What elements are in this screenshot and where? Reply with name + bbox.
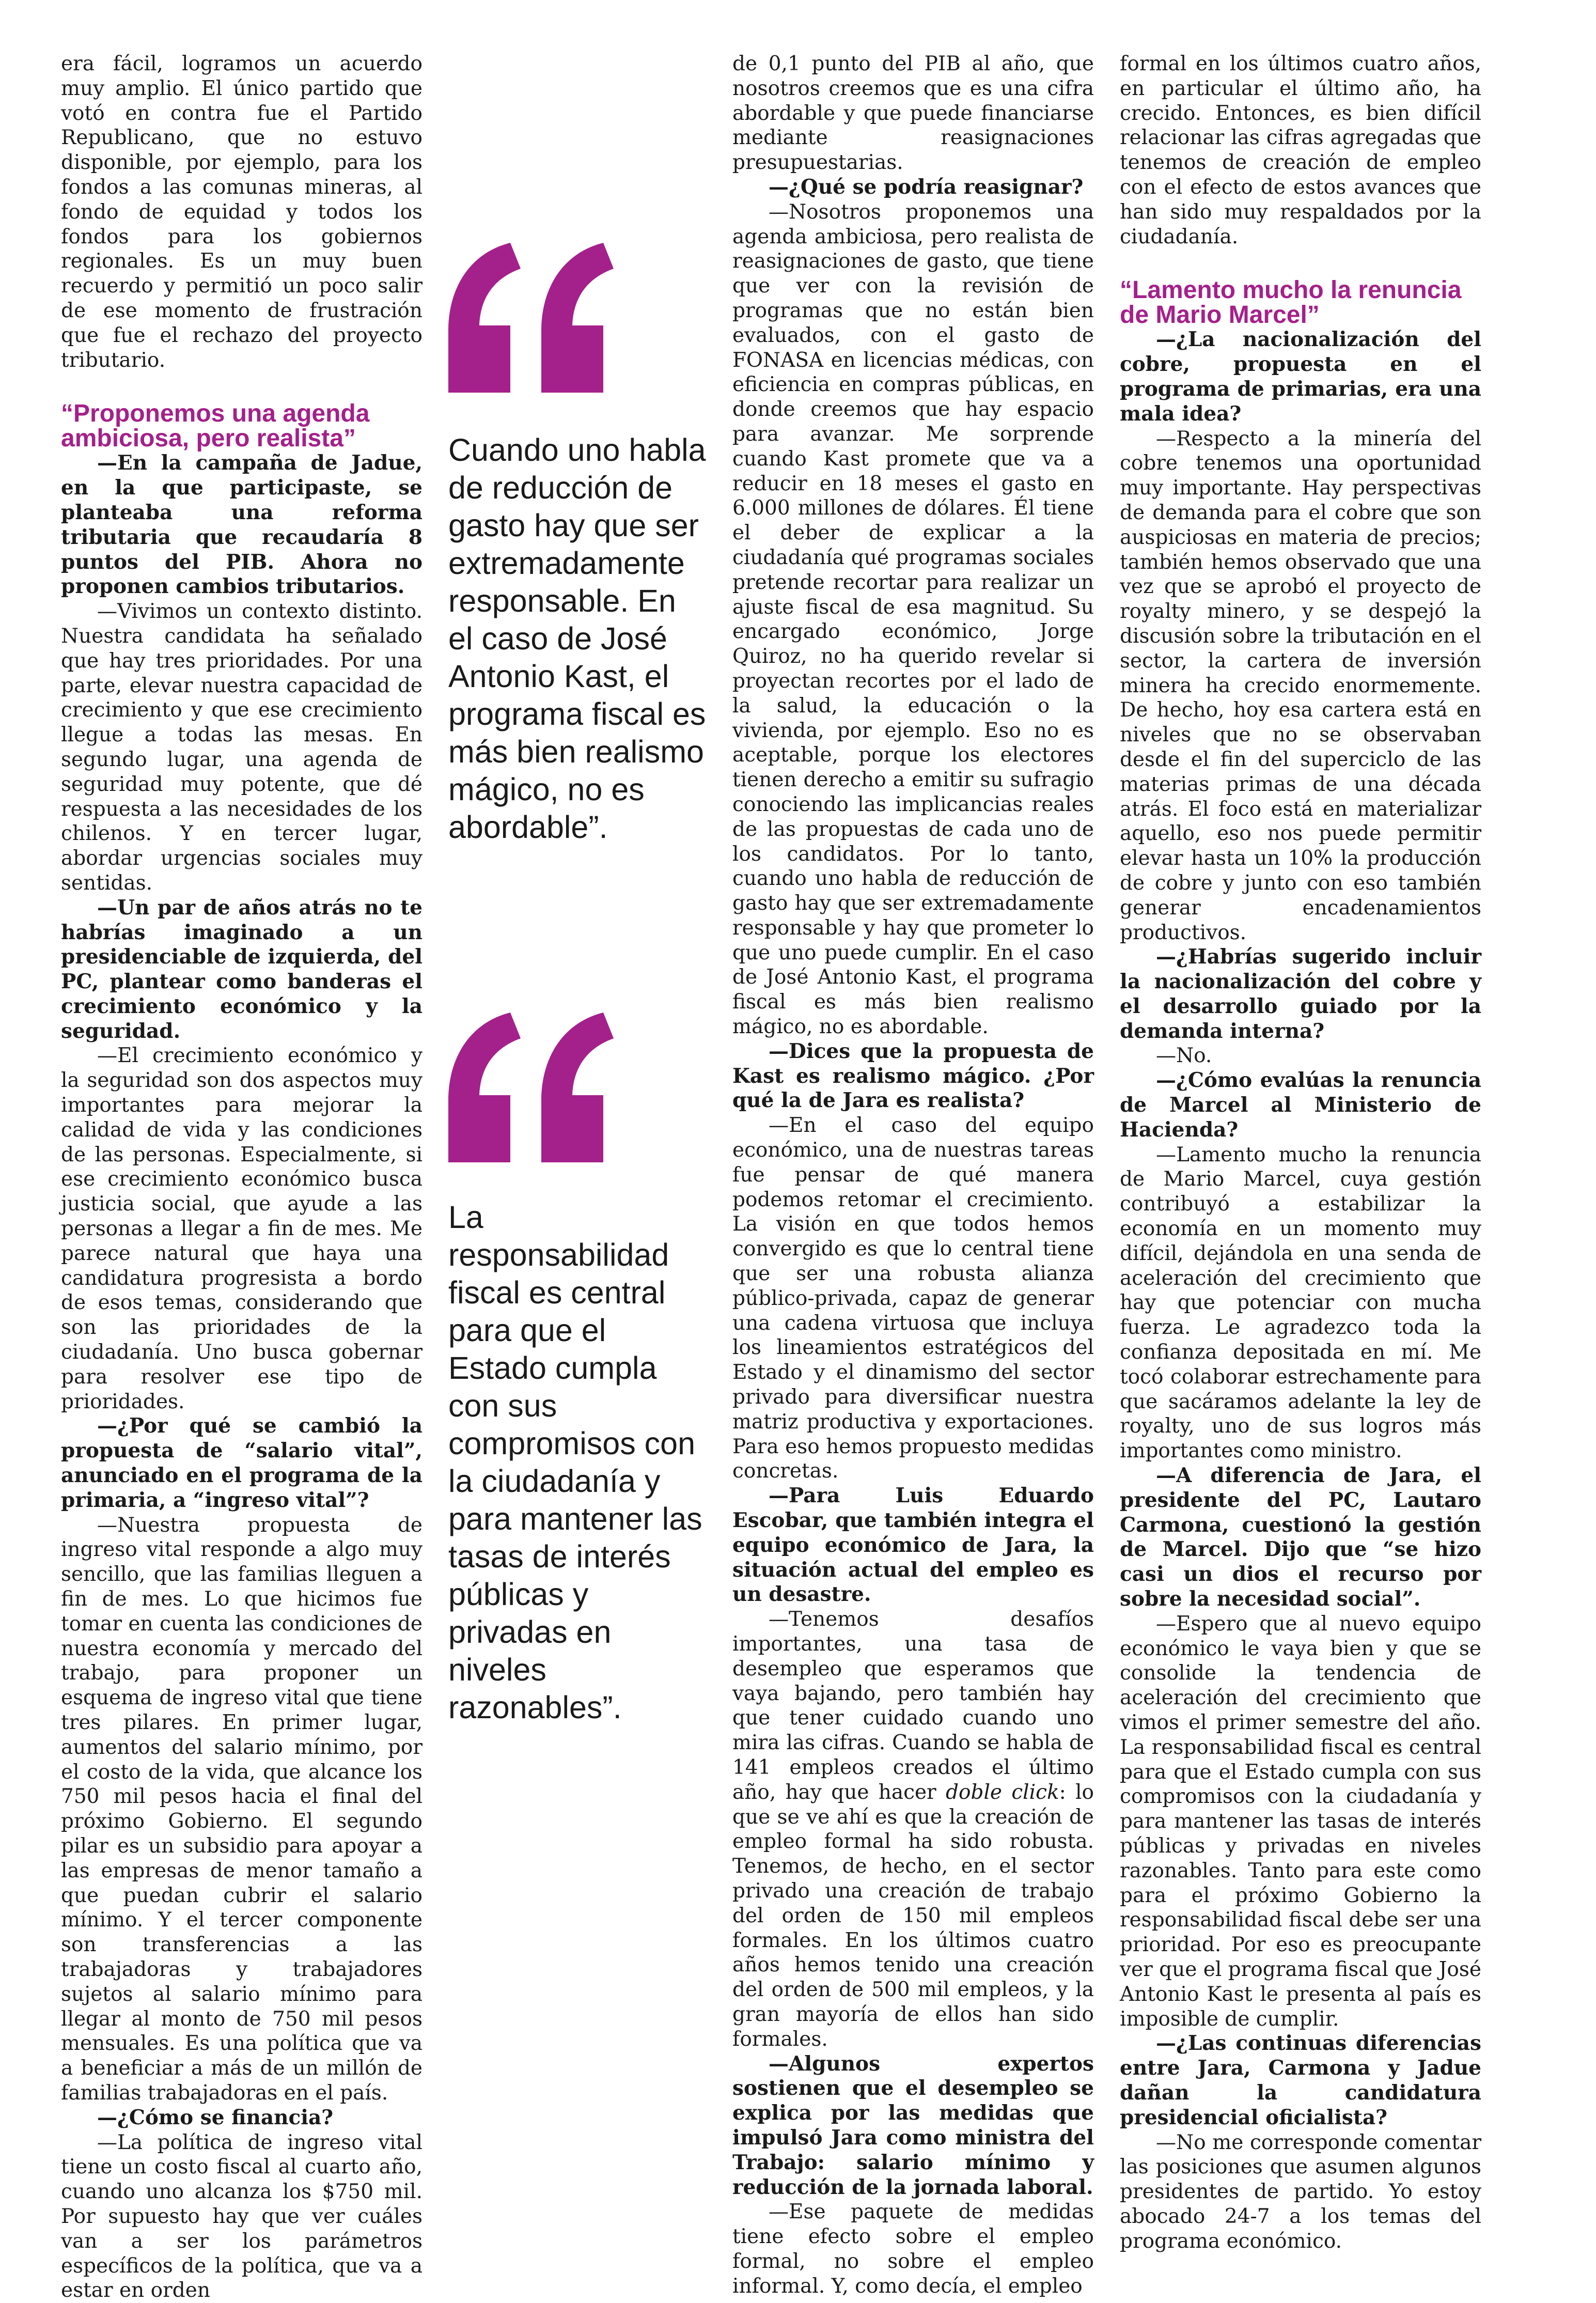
interview-answer: —No. bbox=[1156, 1044, 1212, 1068]
article-column-3 bbox=[732, 52, 1094, 2299]
interview-answer: —Lamento mucho la renuncia de Mario Marcel, cuya gestión contribuyó a estabilizar la economía en un momento muy difícil, dejándola en una senda de aceleración del crecimiento que hay que potenciar con mucha fuerza. Le agradezco toda la confianza depositada en mí. Me tocó colaborar estrechamente para que sacáramos adelante la ley de royalty, uno de sus logros más importantes como ministro. bbox=[1120, 1143, 1481, 1463]
answer-text: —Tenemos desafíos importantes, una tasa de desempleo que esperamos que vaya bajando, pero también hay que tener cuidado cuando uno mira las cifras. Cuando se habla de 141 empleos creados el último año, hay que hacer bbox=[732, 1608, 1094, 1804]
interview-question: —¿Las continuas diferencias entre Jara, Carmona y Jadue dañan la candidatura presidencial oficialista? bbox=[1120, 2031, 1481, 2129]
pull-quote: Cuando uno habla de reducción de gasto hay que ser extremadamente responsable. En el caso de José Antonio Kast, el programa fiscal es más bien realismo mágico, no es abordable”. bbox=[448, 432, 706, 845]
interview-answer: —La política de ingreso vital tiene un costo fiscal al cuarto año, cuando uno alcanza los $750 mil. Por supuesto hay que ver cuáles van a ser los parámetros específicos de la política, que va a estar en orden bbox=[61, 2130, 423, 2302]
interview-question: —¿Por qué se cambió la propuesta de “salario vital”, anunciado en el programa de la primaria, a “ingreso vital”? bbox=[61, 1414, 423, 1512]
open-quote-icon bbox=[448, 243, 614, 393]
interview-answer: —El crecimiento económico y la seguridad son dos aspectos muy importantes para mejorar la calidad de vida y las condiciones de las personas. Especialmente, si ese crecimiento económico busca justicia social, que ayude a las personas a llegar a fin de mes. Me parece natural que haya una candidatura progresista a bordo de esos temas, considerando que son las prioridades de la ciudadanía. Uno busca gobernar para resolver ese tipo de prioridades. bbox=[61, 1044, 423, 1413]
interview-answer bbox=[732, 1607, 1094, 2051]
interview-question: —¿La nacionalización del cobre, propuesta en el programa de primarias, era una mala idea? bbox=[1120, 328, 1481, 426]
interview-question: —¿Cómo se financia? bbox=[97, 2105, 334, 2129]
answer-emphasis: doble click bbox=[946, 1780, 1059, 1804]
interview-question: —En la campaña de Jadue, en la que participaste, se planteaba una reforma tributaria que recaudaría 8 puntos del PIB. Ahora no proponen cambios tributarios. bbox=[61, 451, 423, 599]
interview-question: —¿Qué se podría reasignar? bbox=[769, 175, 1084, 199]
interview-answer: —En el caso del equipo económico, una de nuestras tareas fue pensar de qué manera podemos retomar el crecimiento. La visión en que todos hemos convergido es que lo central tiene que ser una robusta alianza público-privada, capaz de generar una cadena virtuosa que incluya los lineamientos estratégicos del Estado y el dinamismo del sector privado para diversificar nuestra matriz productiva y exportaciones. Para eso hemos propuesto medidas concretas. bbox=[732, 1114, 1094, 1483]
answer-text: : lo que se ve ahí es que la creación de empleo formal ha sido robusta. Tenemos, de hecho, en el sector privado una creación de trabajo del orden de 150 mil empleos formales. En los últimos cuatro años hemos tenido una creación del orden de 500 mil empleos, y la gran mayoría de ellos han sido formales. bbox=[732, 1780, 1094, 2051]
paragraph: era fácil, logramos un acuerdo muy amplio. El único partido que votó en contra fue el Partido Republicano, que no estuvo disponible, por ejemplo, para los fondos a las comunas mineras, al fondo de equidad y todos los fondos para los gobiernos regionales. Es un muy buen recuerdo y permitió un poco salir de ese momento de frustración que fue el rechazo del proyecto tributario. bbox=[61, 52, 423, 372]
paragraph: formal en los últimos cuatro años, en particular el último año, ha crecido. Entonces, es bien difícil relacionar las cifras agregadas que tenemos de creación de empleo con el efecto de estos avances que han sido muy respaldados por la ciudadanía. bbox=[1120, 52, 1481, 248]
interview-answer: —Espero que al nuevo equipo económico le vaya bien y que se consolide la tendencia de aceleración del crecimiento que vimos el primer semestre del año. La responsabilidad fiscal es central para que el Estado cumpla con sus compromisos con la ciudadanía y para mantener las tasas de interés públicas y privadas en niveles razonables. Tanto para este como para el próximo Gobierno la responsabilidad fiscal debe ser una prioridad. Por eso es preocupante ver que el programa fiscal que José Antonio Kast le presenta al país es imposible de cumplir. bbox=[1120, 1612, 1482, 2031]
interview-question: —Dices que la propuesta de Kast es realismo mágico. ¿Por qué la de Jara es realista? bbox=[732, 1039, 1094, 1113]
interview-question: —¿Habrías sugerido incluir la nacionalización del cobre y el desarrollo guiado por la demanda interna? bbox=[1120, 945, 1481, 1043]
interview-question: —Para Luis Eduardo Escobar, que también integra el equipo económico de Jara, la situación actual del empleo es un desastre. bbox=[732, 1484, 1094, 1607]
interview-question: —A diferencia de Jara, el presidente del PC, Lautaro Carmona, cuestionó la gestión de Marcel. Dijo que “se hizo casi un dios el recurso por sobre la necesidad social”. bbox=[1120, 1464, 1481, 1611]
interview-question: —¿Cómo evalúas la renuncia de Marcel al Ministerio de Hacienda? bbox=[1120, 1068, 1481, 1142]
open-quote-icon bbox=[448, 1013, 614, 1162]
paragraph: de 0,1 punto del PIB al año, que nosotros creemos que es una cifra abordable y que puede financiarse mediante reasignaciones presupuestarias. bbox=[732, 52, 1094, 175]
interview-answer: —Nosotros proponemos una agenda ambiciosa, pero realista de reasignaciones de gasto, que tiene que ver con la revisión de programas que no están bien evaluados, con el gasto de FONASA en licencias médicas, con eficiencia en compras públicas, en donde creemos que hay espacio para avanzar. Me sorprende cuando Kast promete que va a reducir en 18 meses el gasto en 6.000 millones de dólares. Él tiene el deber de explicar a la ciudadanía qué programas sociales pretende recortar para realizar un ajuste fiscal de esa magnitud. Su encargado económico, Jorge Quiroz, no ha querido revelar si proyectan recortes por el lado de la salud, la educación o la vivienda, por ejemplo. Eso no es aceptable, porque los electores tienen derecho a emitir su sufragio conociendo las implicancias reales de las propuestas de cada uno de los candidatos. Por lo tanto, cuando uno habla de reducción de gasto hay que ser extremadamente responsable y hay que prometer lo que uno puede cumplir. En el caso de José Antonio Kast, el programa fiscal es más bien realismo mágico, no es abordable. bbox=[732, 200, 1094, 1039]
interview-answer: —Vivimos un contexto distinto. Nuestra candidata ha señalado que hay tres prioridades. Por una parte, elevar nuestra capacidad de crecimiento y que ese crecimiento llegue a todas las mesas. En segundo lugar, una agenda de seguridad muy potente, que dé respuesta a las necesidades de los chilenos. Y en tercer lugar, abordar urgencias sociales muy sentidas. bbox=[61, 600, 423, 895]
interview-answer: —Ese paquete de medidas tiene efecto sobre el empleo formal, no sobre el empleo informal. Y, como decía, el empleo bbox=[732, 2200, 1094, 2298]
article-column-1 bbox=[61, 52, 423, 2303]
article-column-4 bbox=[1120, 52, 1481, 2254]
interview-answer: —Respecto a la minería del cobre tenemos una oportunidad muy importante. Hay perspectivas de demanda para el cobre que son auspiciosas en materia de precios; también hemos observado que una vez que se aprobó el proyecto de royalty minero, y se despejó la discusión sobre la tributación en el sector, la cartera de inversión minera ha crecido enormemente. De hecho, hoy esa cartera está en niveles que no se observaban desde el fin del superciclo de las materias primas de una década atrás. El foco está en materializar aquello, eso nos puede permitir elevar hasta un 10% la producción de cobre y junto con eso también generar encadenamientos productivos. bbox=[1120, 427, 1481, 944]
interview-question: —Algunos expertos sostienen que el desempleo se explica por las medidas que impulsó Jara como ministra del Trabajo: salario mínimo y reducción de la jornada laboral. bbox=[732, 2051, 1094, 2199]
interview-answer: —Nuestra propuesta de ingreso vital responde a algo muy sencillo, que las familias lleguen a fin de mes. Lo que hicimos fue tomar en cuenta las condiciones de nuestra economía y mercado del trabajo, para proponer un esquema de ingreso vital que tiene tres pilares. En primer lugar, aumentos del salario mínimo, por el costo de la vida, que alcance los 750 mil pesos hacia el final del próximo Gobierno. El segundo pilar es un subsidio para apoyar a las empresas de menor tamaño a que puedan cubrir el salario mínimo. Y el tercer componente son transferencias a las trabajadoras y trabajadores sujetos al salario mínimo para llegar al monto de 750 mil pesos mensuales. Es una política que va a beneficiar a más de un millón de familias trabajadoras en el país. bbox=[61, 1513, 423, 2105]
interview-answer: —No me corresponde comentar las posiciones que asumen algunos presidentes de partido. Yo estoy abocado 24-7 a los temas del programa económico. bbox=[1120, 2130, 1481, 2253]
pull-quote: La responsabilidad fiscal es central para que el Estado cumpla con sus compromisos con la ciudadanía y para mantener las tasas de interés públicas y privadas en niveles razonables”. bbox=[448, 1200, 702, 1725]
interview-question: —Un par de años atrás no te habrías imaginado a un presidenciable de izquierda, del PC, plantear como banderas el crecimiento económico y la seguridad. bbox=[61, 895, 423, 1043]
section-heading: “Proponemos una agenda ambiciosa, pero realista” bbox=[61, 400, 370, 453]
section-heading: “Lamento mucho la renuncia de Mario Marcel” bbox=[1120, 276, 1462, 329]
